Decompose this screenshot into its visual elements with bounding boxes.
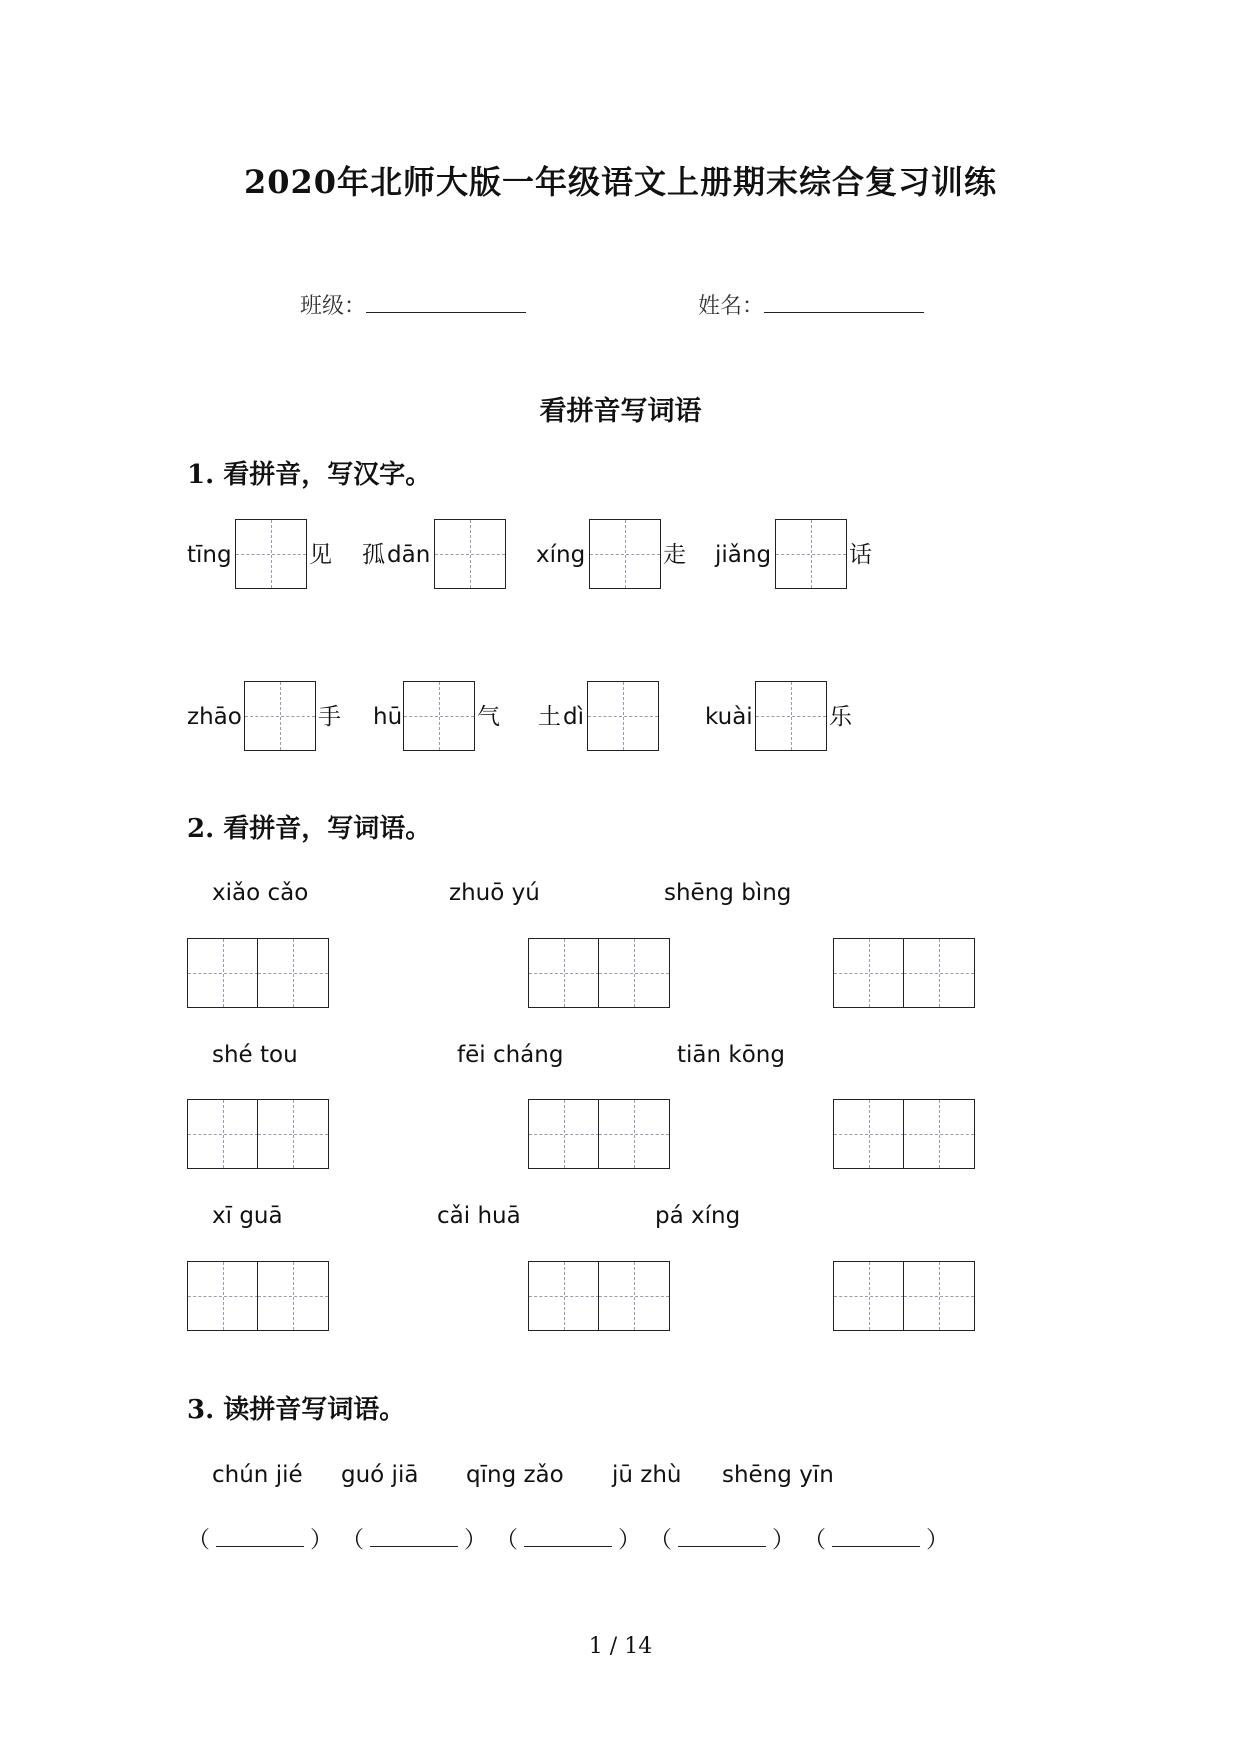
- answer-line: [370, 1526, 458, 1547]
- q2-pinyin: xiǎo cǎo: [212, 880, 309, 906]
- q2-pinyin: xī guā: [212, 1203, 283, 1229]
- q3-pinyin: qīng zǎo: [466, 1462, 564, 1488]
- answer-blank[interactable]: [341, 1525, 487, 1555]
- answer-line: [524, 1526, 612, 1547]
- class-label: 班级：: [300, 294, 367, 319]
- writing-cell[interactable]: [587, 681, 659, 751]
- answer-blank[interactable]: [649, 1525, 795, 1555]
- class-field: [300, 290, 526, 322]
- q1-pinyin: xíng: [536, 542, 586, 568]
- paren-close: ）: [772, 1527, 795, 1553]
- q1-char: 乐: [829, 704, 852, 730]
- q1-pinyin: tīng: [187, 542, 232, 568]
- q2-pinyin: fēi cháng: [457, 1042, 564, 1068]
- writing-cell[interactable]: [187, 1099, 259, 1169]
- q3-pinyin: chún jié: [212, 1462, 303, 1488]
- q2-pinyin: cǎi huā: [437, 1203, 521, 1229]
- q3-heading: 3. 读拼音写词语。: [187, 1395, 406, 1425]
- q1-pinyin: kuài: [705, 704, 753, 730]
- paren-open: （: [803, 1527, 826, 1553]
- answer-blank[interactable]: [187, 1525, 333, 1555]
- class-blank[interactable]: [366, 290, 526, 313]
- writing-cell[interactable]: [833, 938, 905, 1008]
- paren-open: （: [649, 1527, 672, 1553]
- paren-open: （: [495, 1527, 518, 1553]
- q1-heading: 1. 看拼音，写汉字。: [187, 460, 432, 490]
- paren-close: ）: [464, 1527, 487, 1553]
- q3-pinyin: shēng yīn: [722, 1462, 834, 1488]
- writing-cell[interactable]: [775, 519, 847, 589]
- writing-cell[interactable]: [589, 519, 661, 589]
- writing-cell[interactable]: [235, 519, 307, 589]
- answer-line: [832, 1526, 920, 1547]
- answer-line: [678, 1526, 766, 1547]
- name-label: 姓名：: [698, 294, 765, 319]
- writing-cell[interactable]: [244, 681, 316, 751]
- writing-cell[interactable]: [434, 519, 506, 589]
- writing-cell[interactable]: [598, 938, 670, 1008]
- q2-heading: 2. 看拼音，写词语。: [187, 814, 432, 844]
- document-title: 2020年北师大版一年级语文上册期末综合复习训练: [243, 163, 998, 201]
- answer-blank[interactable]: [495, 1525, 641, 1555]
- writing-cell[interactable]: [187, 1261, 259, 1331]
- writing-cell[interactable]: [598, 1261, 670, 1331]
- q1-char: 走: [663, 542, 686, 568]
- q1-char: 孤: [362, 542, 385, 568]
- q1-pinyin: hū: [373, 704, 403, 730]
- paren-open: （: [341, 1527, 364, 1553]
- writing-cell[interactable]: [403, 681, 475, 751]
- q1-pinyin: jiǎng: [715, 542, 772, 568]
- q2-pinyin: shé tou: [212, 1042, 298, 1068]
- q2-pinyin: pá xíng: [655, 1203, 741, 1229]
- writing-cell[interactable]: [598, 1099, 670, 1169]
- writing-cell[interactable]: [257, 938, 329, 1008]
- section-heading: 看拼音写词语: [539, 396, 702, 427]
- q1-char: 手: [318, 704, 341, 730]
- writing-cell[interactable]: [833, 1099, 905, 1169]
- q1-char: 见: [309, 542, 332, 568]
- paren-close: ）: [926, 1527, 949, 1553]
- writing-cell[interactable]: [257, 1261, 329, 1331]
- q2-pinyin: tiān kōng: [677, 1042, 785, 1068]
- answer-line: [216, 1526, 304, 1547]
- page-number: 1 / 14: [588, 1634, 653, 1659]
- paren-close: ）: [310, 1527, 333, 1553]
- name-field: [698, 290, 924, 322]
- writing-cell[interactable]: [755, 681, 827, 751]
- writing-cell[interactable]: [187, 938, 259, 1008]
- writing-cell[interactable]: [257, 1099, 329, 1169]
- writing-cell[interactable]: [903, 1261, 975, 1331]
- answer-blank[interactable]: [803, 1525, 949, 1555]
- writing-cell[interactable]: [833, 1261, 905, 1331]
- q2-pinyin: zhuō yú: [449, 880, 540, 906]
- q3-pinyin: guó jiā: [341, 1462, 419, 1488]
- q1-pinyin: dān: [387, 542, 431, 568]
- paren-open: （: [187, 1527, 210, 1553]
- writing-cell[interactable]: [528, 1261, 600, 1331]
- q1-char: 气: [477, 704, 500, 730]
- q1-pinyin: dì: [563, 704, 584, 730]
- writing-cell[interactable]: [528, 938, 600, 1008]
- q3-pinyin: jū zhù: [612, 1462, 682, 1488]
- writing-cell[interactable]: [528, 1099, 600, 1169]
- name-blank[interactable]: [764, 290, 924, 313]
- writing-cell[interactable]: [903, 1099, 975, 1169]
- q1-pinyin: zhāo: [187, 704, 242, 730]
- q1-char: 话: [849, 542, 872, 568]
- q1-char: 土: [538, 704, 561, 730]
- q2-pinyin: shēng bìng: [664, 880, 792, 906]
- paren-close: ）: [618, 1527, 641, 1553]
- writing-cell[interactable]: [903, 938, 975, 1008]
